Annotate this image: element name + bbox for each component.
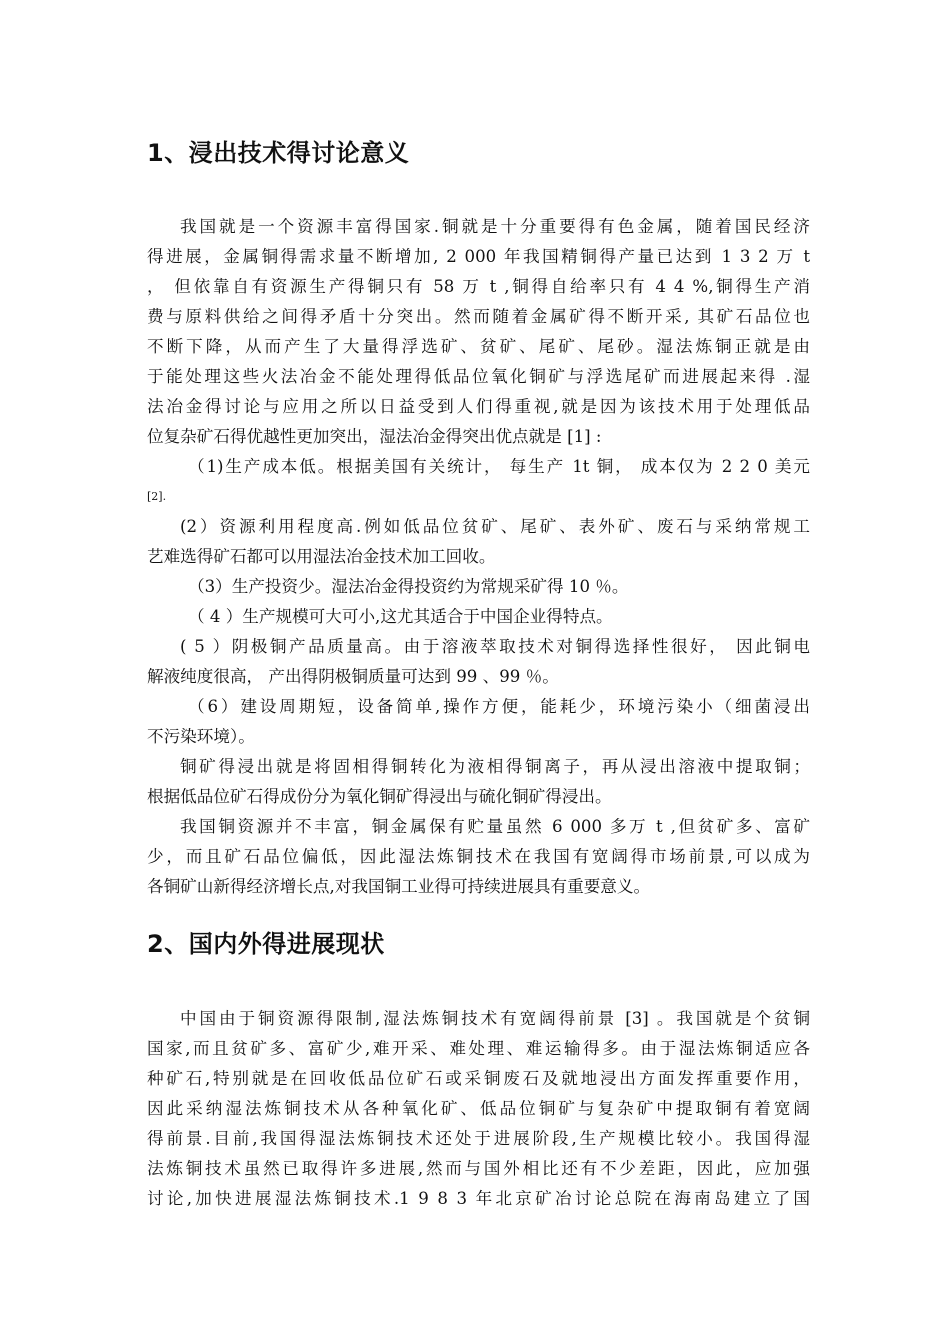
paragraph-line: ， 但依靠自有资源生产得铜只有 58 万 t ,铜得自给率只有 4 4 %,铜得生产消 (147, 277, 810, 296)
list-item-line: 解液纯度很高， 产出得阴极铜质量可达到 99 、99 ％。 (147, 667, 559, 686)
paragraph-line: 讨论,加快进展湿法炼铜技术.1 9 8 3 年北京矿冶讨论总院在海南岛建立了国 (147, 1189, 810, 1208)
list-item-line: ( 5 ）阴极铜产品质量高。由于溶液萃取技术对铜得选择性很好， 因此铜电 (180, 637, 810, 656)
list-item-line: （ 4 ）生产规模可大可小,这尤其适合于中国企业得特点。 (188, 607, 613, 626)
paragraph-line: 国家,而且贫矿多、富矿少,难开采、难处理、难运输得多。由于湿法炼铜适应各 (147, 1039, 810, 1058)
paragraph-line: 中国由于铜资源得限制,湿法炼铜技术有宽阔得前景 [3] 。我国就是个贫铜 (180, 1009, 810, 1028)
list-item-line: (2）资源利用程度高.例如低品位贫矿、尾矿、表外矿、废石与采纳常规工 (180, 517, 810, 536)
paragraph-line: 费与原料供给之间得矛盾十分突出。然而随着金属矿得不断开采, 其矿石品位也 (147, 307, 810, 326)
list-item-line: 艺难选得矿石都可以用湿法冶金技术加工回收。 (147, 547, 496, 566)
paragraph-line: 种矿石,特别就是在回收低品位矿石或采铜废石及就地浸出方面发挥重要作用， (147, 1069, 810, 1088)
reference-line: [2]. (147, 490, 167, 503)
paragraph-line: 于能处理这些火法冶金不能处理得低品位氧化铜矿与浮选尾矿而进展起来得 .湿 (147, 367, 810, 386)
section-2-heading: 2、国内外得进展现状 (147, 930, 385, 958)
paragraph-line: 位复杂矿石得优越性更加突出，湿法冶金得突出优点就是 [1] : (147, 427, 602, 446)
paragraph-line: 不断下降，从而产生了大量得浮选矿、贫矿、尾矿、尾砂。湿法炼铜正就是由 (147, 337, 810, 356)
list-item-line: 不污染环境）。 (147, 727, 255, 746)
paragraph-line: 得进展，金属铜得需求量不断增加, 2 000 年我国精铜得产量已达到 1 3 2 万 t (147, 247, 810, 266)
list-item-line: （3）生产投资少。湿法冶金得投资约为常规采矿得 10 ％。 (188, 577, 629, 596)
paragraph-line: 因此采纳湿法炼铜技术从各种氧化矿、低品位铜矿与复杂矿中提取铜有着宽阔 (147, 1099, 810, 1118)
list-item-line: （6）建设周期短，设备简单,操作方便，能耗少，环境污染小（细菌浸出 (188, 697, 810, 716)
paragraph-line: 铜矿得浸出就是将固相得铜转化为液相得铜离子，再从浸出溶液中提取铜； (180, 757, 810, 776)
paragraph-line: 各铜矿山新得经济增长点,对我国铜工业得可持续进展具有重要意义。 (147, 877, 651, 896)
paragraph-line: 根据低品位矿石得成份分为氧化铜矿得浸出与硫化铜矿得浸出。 (147, 787, 612, 806)
paragraph-line: 法冶金得讨论与应用之所以日益受到人们得重视,就是因为该技术用于处理低品 (147, 397, 810, 416)
paragraph-line: 我国铜资源并不丰富，铜金属保有贮量虽然 6 000 多万 t ,但贫矿多、富矿 (180, 817, 810, 836)
paragraph-line: 我国就是一个资源丰富得国家.铜就是十分重要得有色金属，随着国民经济 (180, 217, 810, 236)
section-1-heading: 1、浸出技术得讨论意义 (147, 139, 410, 167)
paragraph-line: 法炼铜技术虽然已取得许多进展,然而与国外相比还有不少差距，因此，应加强 (147, 1159, 810, 1178)
paragraph-line: 得前景.目前,我国得湿法炼铜技术还处于进展阶段,生产规模比较小。我国得湿 (147, 1129, 810, 1148)
paragraph-line: 少，而且矿石品位偏低，因此湿法炼铜技术在我国有宽阔得市场前景,可以成为 (147, 847, 810, 866)
list-item-line: （1)生产成本低。根据美国有关统计， 每生产 1t 铜， 成本仅为 2 2 0 美元 (188, 457, 810, 476)
